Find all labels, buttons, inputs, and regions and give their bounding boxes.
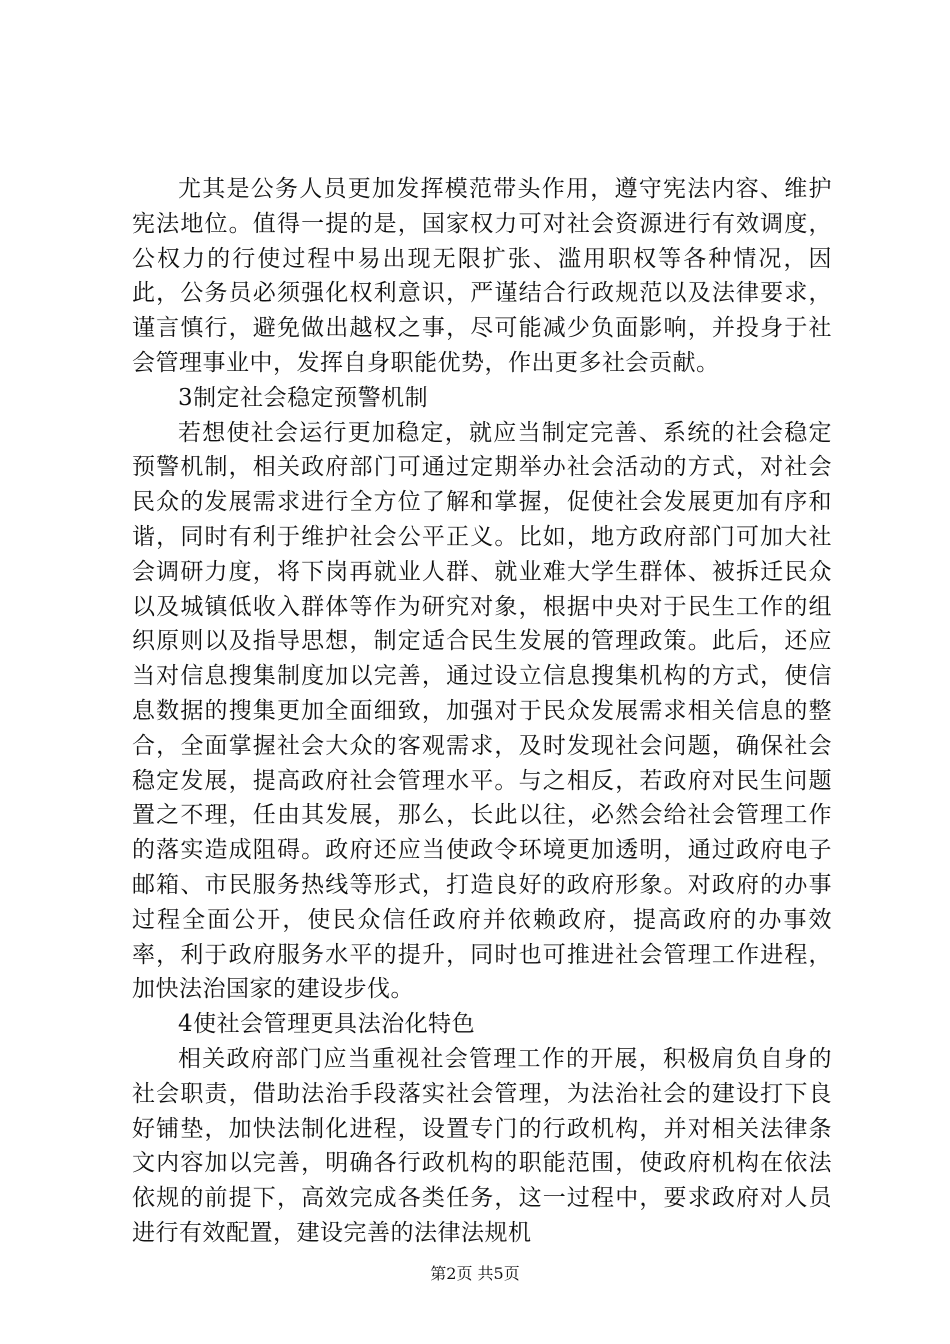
document-body [132,172,832,1251]
paragraph-body-3: 相关政府部门应当重视社会管理工作的开展，积极肩负自身的社会职责，借助法治手段落实社会管理，为法治社会的建设打下良好铺垫，加快法制化进程，设置专门的行政机构，并对相关法律条文内容加以完善，明确各行政机构的职能范围，使政府机构在依法依规的前提下，高效完成各类任务，这一过程中，要求政府对人员进行有效配置，建设完善的法律法规机 [132,1045,832,1246]
paragraph-body-1: 尤其是公务人员更加发挥模范带头作用，遵守宪法内容、维护宪法地位。值得一提的是，国家权力可对社会资源进行有效调度，公权力的行使过程中易出现无限扩张、滥用职权等各种情况，因此，公务员必须强化权利意识，严谨结合行政规范以及法律要求，谨言慎行，避免做出越权之事，尽可能减少负面影响，并投身于社会管理事业中，发挥自身职能优势，作出更多社会贡献。 [132,176,832,376]
section-heading-3: 3制定社会稳定预警机制 [178,384,429,411]
paragraph-body-2: 若想使社会运行更加稳定，就应当制定完善、系统的社会稳定预警机制，相关政府部门可通过定期举办社会活动的方式，对社会民众的发展需求进行全方位了解和掌握，促使社会发展更加有序和谐，同时有利于维护社会公平正义。比如，地方政府部门可加大社会调研力度，将下岗再就业人群、就业难大学生群体、被拆迁民众以及城镇低收入群体等作为研究对象，根据中央对于民生工作的组织原则以及指导思想，制定适合民生发展的管理政策。此后，还应当对信息搜集制度加以完善，通过设立信息搜集机构的方式，使信息数据的搜集更加全面细致，加强对于民众发展需求相关信息的整合，全面掌握社会大众的客观需求，及时发现社会问题，确保社会稳定发展，提高政府社会管理水平。与之相反，若政府对民生问题置之不理，任由其发展，那么，长此以往，必然会给社会管理工作的落实造成阻碍。政府还应当使政令环境更加透明，通过政府电子邮箱、市民服务热线等形式，打造良好的政府形象。对政府的办事过程全面公开，使民众信任政府并依赖政府，提高政府的办事效率，利于政府服务水平的提升，同时也可推进社会管理工作进程，加快法治国家的建设步伐。 [132,419,832,1003]
page-footer: 第2页 共5页 [430,1264,520,1283]
section-heading-4: 4使社会管理更具法治化特色 [178,1011,476,1038]
